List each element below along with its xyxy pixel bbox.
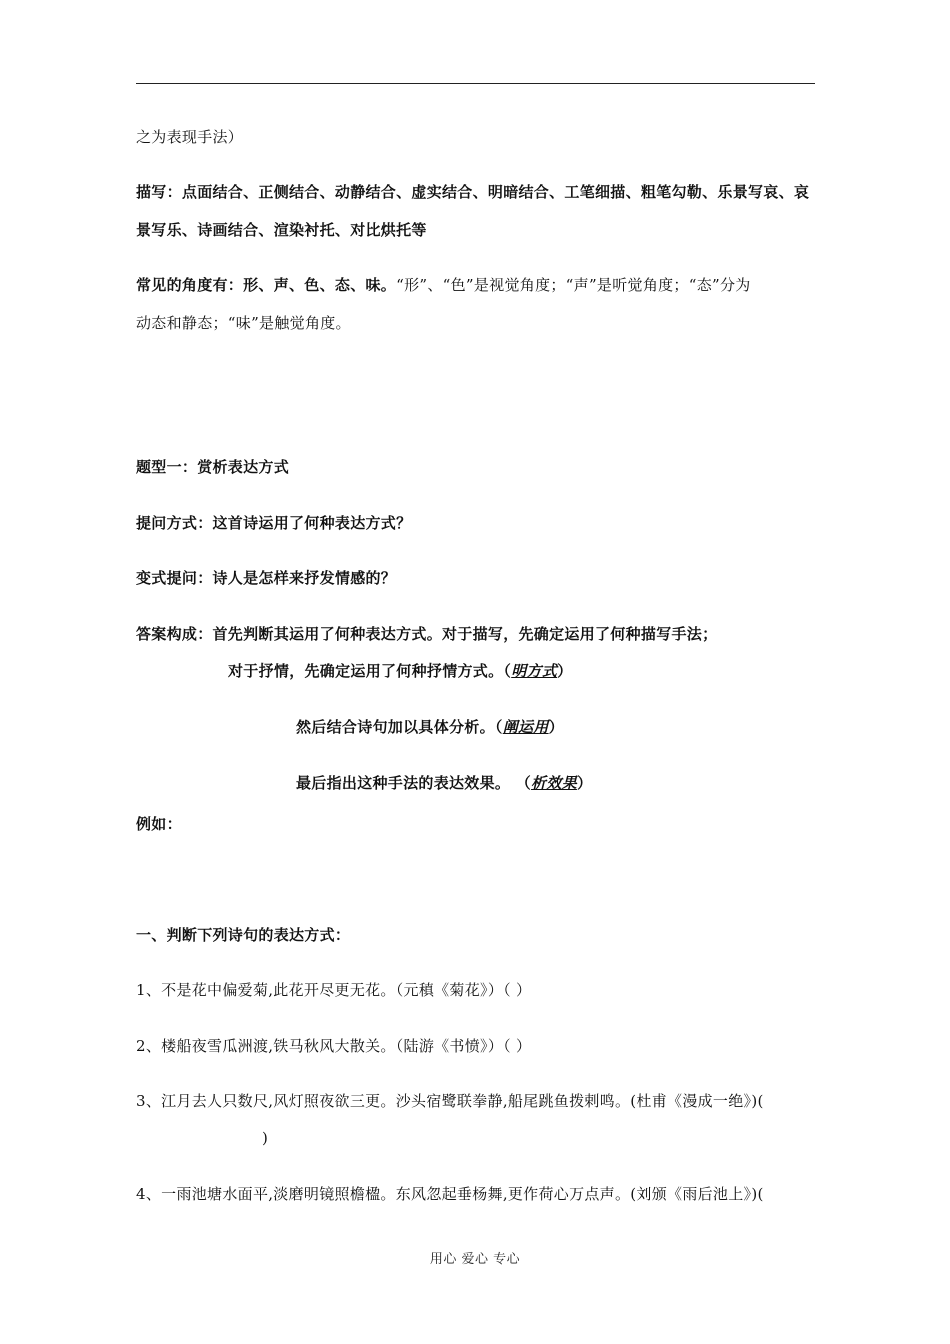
paragraph-angle (136, 274, 751, 296)
question-item-continued: ) (262, 1129, 269, 1147)
question-item: 3、江月去人只数尺,风灯照夜欲三更。沙头宿鹭联拳静,船尾跳鱼拨剌鸣。(杜甫《漫成一绝》)( (136, 1092, 764, 1110)
answer-keyword: 明方式 (511, 662, 558, 680)
page-footer: 用心 爱心 专心 (429, 1252, 521, 1267)
answer-keyword: 阐运用 (502, 718, 549, 736)
answer-step-3: 最后指出这种手法的表达效果。 （析效果） (296, 774, 593, 792)
header-rule (136, 83, 815, 84)
angle-text: “形”、“色”是视觉角度；“声”是听觉角度；“态”分为 (396, 276, 751, 294)
question-item: 4、一雨池塘水面平,淡磨明镜照檐楹。东风忽起垂杨舞,更作荷心万点声。(刘颁《雨后池上》)( (136, 1185, 764, 1203)
text-line: 景写乐、诗画结合、渲染衬托、对比烘托等 (136, 221, 427, 239)
answer-step-1: 对于抒情，先确定运用了何种抒情方式。（明方式） (228, 662, 573, 680)
text-line: 动态和静态；“味”是触觉角度。 (136, 314, 351, 332)
example-label: 例如： (136, 815, 182, 833)
paragraph-describe (136, 181, 809, 203)
question-item: 2、楼船夜雪瓜洲渡,铁马秋风大散关。（陆游《书愤》）（ ） (136, 1037, 532, 1055)
answer-step-2: 然后结合诗句加以具体分析。（阐运用） (296, 718, 564, 736)
describe-label: 描写： (136, 183, 182, 201)
variant-question: 变式提问：诗人是怎样来抒发情感的？ (136, 569, 397, 587)
describe-text: 点面结合、正侧结合、动静结合、虚实结合、明暗结合、工笔细描、粗笔勾勒、乐景写哀、哀 (181, 183, 810, 201)
answer-structure: 答案构成：首先判断其运用了何种表达方式。对于描写，先确定运用了何种描写手法； (136, 625, 718, 643)
question-type-title: 题型一：赏析表达方式 (136, 458, 290, 476)
question-item: 1、不是花中偏爱菊,此花开尽更无花。（元稹《菊花》）（ ） (136, 981, 532, 999)
section-heading: 一、判断下列诗句的表达方式： (136, 926, 351, 944)
question-format: 提问方式：这首诗运用了何种表达方式？ (136, 514, 412, 532)
text-line: 之为表现手法） (136, 128, 244, 146)
angle-label: 常见的角度有：形、声、色、态、味。 (136, 276, 397, 294)
answer-keyword: 析效果 (531, 774, 577, 792)
